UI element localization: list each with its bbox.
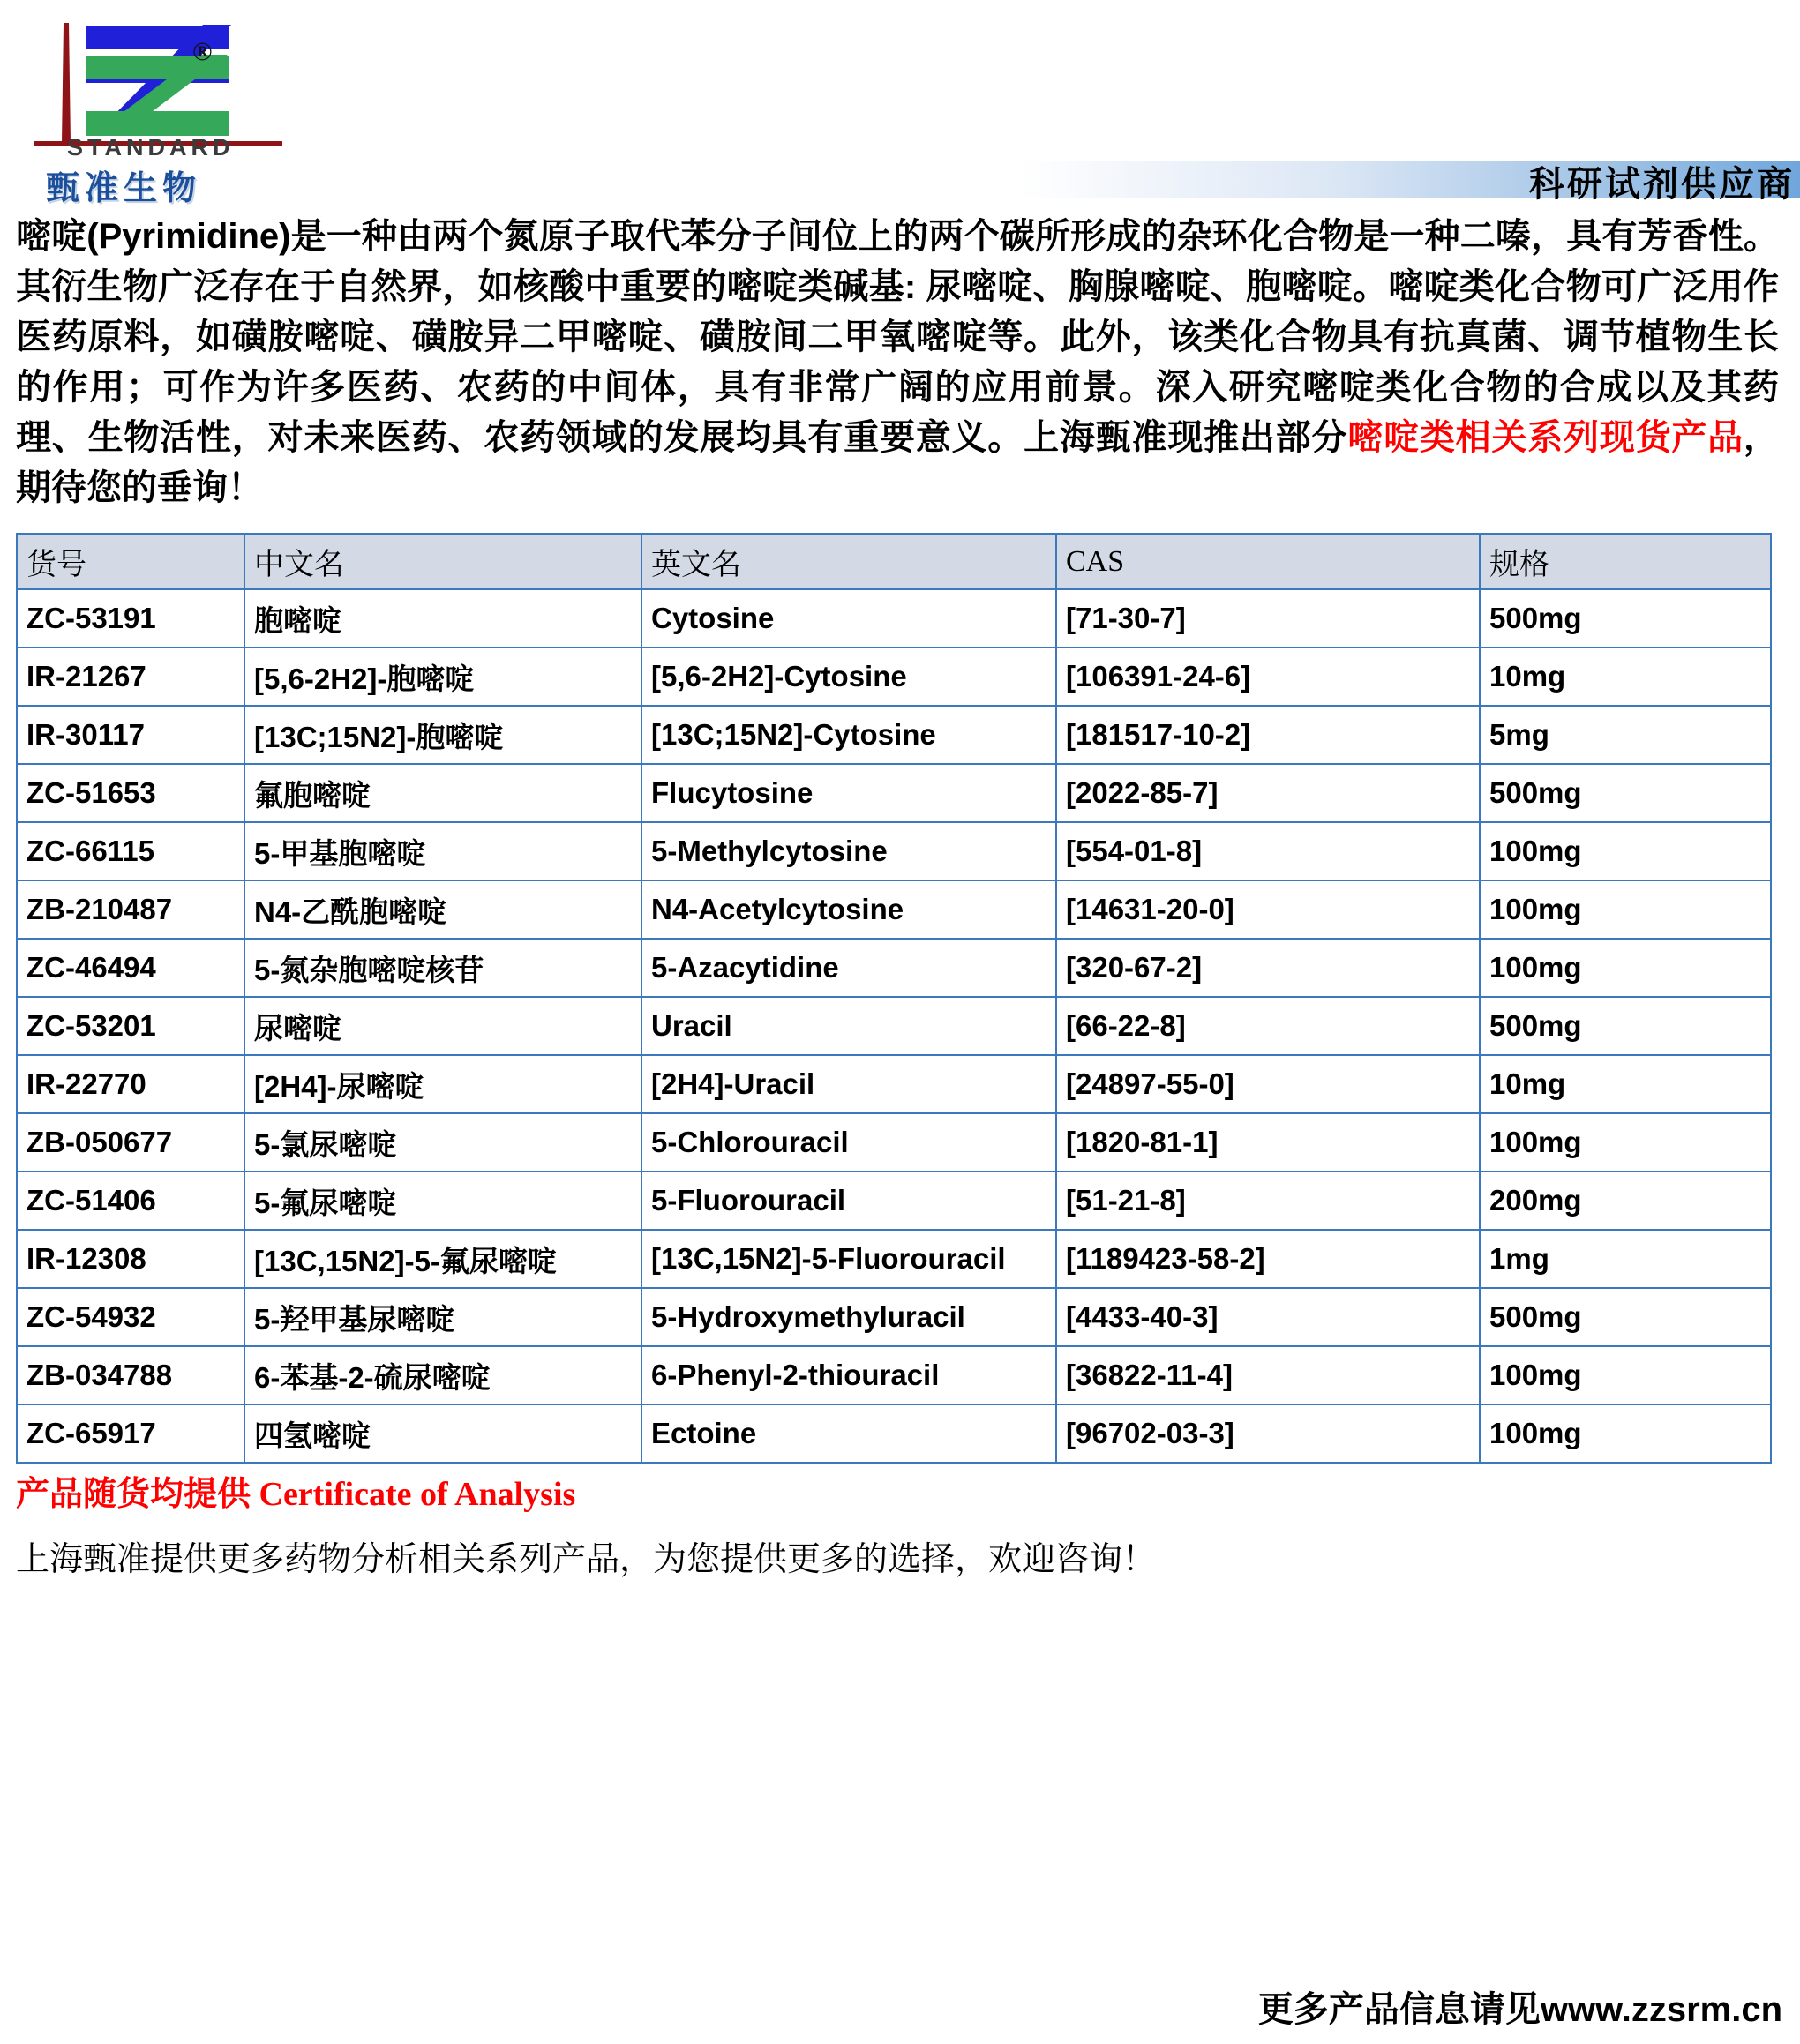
table-row: [17, 997, 1771, 1055]
cell-sku: ZC-53201: [17, 997, 244, 1055]
cell-spec: 200mg: [1480, 1172, 1771, 1230]
cell-sku: IR-22770: [17, 1055, 244, 1113]
cell-english-name: [13C;15N2]-Cytosine: [641, 706, 1056, 764]
cell-english-name: [13C,15N2]-5-Fluorouracil: [641, 1230, 1056, 1288]
table-row: [17, 764, 1771, 822]
cell-sku: ZC-65917: [17, 1404, 244, 1463]
table-row: [17, 939, 1771, 997]
cell-english-name: 6-Phenyl-2-thiouracil: [641, 1346, 1056, 1404]
cell-cas: [106391-24-6]: [1056, 648, 1480, 706]
cell-cas: [24897-55-0]: [1056, 1055, 1480, 1113]
cell-english-name: [2H4]-Uracil: [641, 1055, 1056, 1113]
table-row: [17, 1055, 1771, 1113]
cell-chinese-name: [2H4]-尿嘧啶: [244, 1055, 641, 1113]
cell-chinese-name: [13C;15N2]-胞嘧啶: [244, 706, 641, 764]
cell-chinese-name: 5-甲基胞嘧啶: [244, 822, 641, 880]
products-table-wrapper: [16, 533, 1784, 1464]
cell-chinese-name: 5-氯尿嘧啶: [244, 1113, 641, 1172]
cell-chinese-name: 5-羟甲基尿嘧啶: [244, 1288, 641, 1346]
intro-paragraph: [16, 212, 1779, 513]
cell-cas: [66-22-8]: [1056, 997, 1480, 1055]
cell-chinese-name: 尿嘧啶: [244, 997, 641, 1055]
cell-cas: [554-01-8]: [1056, 822, 1480, 880]
cell-sku: IR-21267: [17, 648, 244, 706]
intro-text-main: 嘧啶(Pyrimidine)是一种由两个氮原子取代苯分子间位上的两个碳所形成的杂环化合物是一种二嗪，具有芳香性。其衍生物广泛存在于自然界，如核酸中重要的嘧啶类碱基: 尿嘧啶、胸腺嘧啶、胞嘧啶。嘧啶类化合物可广泛用作医药原料，如磺胺嘧啶、磺胺异二甲嘧啶、磺胺间二甲氧嘧啶等。此外，该类化合物具有抗真菌、调节植物生长的作用；可作为许多医药、农药的中间体，具有非常广阔的应用前景。深入研究嘧啶类化合物的合成以及其药理、生物活性，对未来医药、农药领域的发展均具有重要意义。: [16, 217, 1779, 457]
cell-chinese-name: N4-乙酰胞嘧啶: [244, 880, 641, 939]
table-row: [17, 589, 1771, 648]
header-banner-text: 科研试剂供应商: [1529, 165, 1795, 204]
cell-english-name: 5-Methylcytosine: [641, 822, 1056, 880]
cell-cas: [181517-10-2]: [1056, 706, 1480, 764]
cell-sku: IR-12308: [17, 1230, 244, 1288]
intro-text-tail: ，期待您的垂询！: [16, 418, 1780, 507]
cell-english-name: 5-Chlorouracil: [641, 1113, 1056, 1172]
cell-english-name: 5-Azacytidine: [641, 939, 1056, 997]
cell-cas: [71-30-7]: [1056, 589, 1480, 648]
cell-chinese-name: [5,6-2H2]-胞嘧啶: [244, 648, 641, 706]
table-row: [17, 1113, 1771, 1172]
page-header: [0, 0, 1800, 207]
cell-spec: 500mg: [1480, 1288, 1771, 1346]
logo-latin-name: STANDARD: [67, 134, 235, 161]
products-table-head: [17, 534, 1771, 589]
cell-cas: [320-67-2]: [1056, 939, 1480, 997]
cell-english-name: Flucytosine: [641, 764, 1056, 822]
cell-chinese-name: 6-苯基-2-硫尿嘧啶: [244, 1346, 641, 1404]
cell-cas: [36822-11-4]: [1056, 1346, 1480, 1404]
cell-english-name: Ectoine: [641, 1404, 1056, 1463]
cell-chinese-name: 5-氟尿嘧啶: [244, 1172, 641, 1230]
cell-sku: ZC-46494: [17, 939, 244, 997]
table-row: [17, 1404, 1771, 1463]
cell-spec: 100mg: [1480, 939, 1771, 997]
products-table-body: [17, 589, 1771, 1463]
cell-chinese-name: 胞嘧啶: [244, 589, 641, 648]
table-row: [17, 1230, 1771, 1288]
cell-english-name: 5-Hydroxymethyluracil: [641, 1288, 1056, 1346]
cell-spec: 500mg: [1480, 589, 1771, 648]
cell-cas: [51-21-8]: [1056, 1172, 1480, 1230]
header-banner: [1019, 161, 1800, 204]
cell-english-name: Uracil: [641, 997, 1056, 1055]
cell-chinese-name: 四氢嘧啶: [244, 1404, 641, 1463]
cell-chinese-name: 氟胞嘧啶: [244, 764, 641, 822]
cell-english-name: 5-Fluorouracil: [641, 1172, 1056, 1230]
cell-spec: 10mg: [1480, 1055, 1771, 1113]
cell-spec: 100mg: [1480, 880, 1771, 939]
cell-spec: 500mg: [1480, 997, 1771, 1055]
cell-english-name: Cytosine: [641, 589, 1056, 648]
column-header-spec: 规格: [1480, 534, 1771, 589]
table-row: [17, 1346, 1771, 1404]
table-header-row: [17, 534, 1771, 589]
column-header-chinese-name: 中文名: [244, 534, 641, 589]
table-row: [17, 822, 1771, 880]
cell-cas: [14631-20-0]: [1056, 880, 1480, 939]
table-row: [17, 1172, 1771, 1230]
logo-chinese-name: 甄准生物: [46, 170, 202, 207]
cell-sku: IR-30117: [17, 706, 244, 764]
cell-cas: [1820-81-1]: [1056, 1113, 1480, 1172]
column-header-sku: 货号: [17, 534, 244, 589]
registered-trademark-icon: ®: [192, 37, 213, 66]
intro-text-highlight: 嘧啶类相关系列现货产品: [1347, 418, 1744, 457]
cell-spec: 5mg: [1480, 706, 1771, 764]
column-header-cas: CAS: [1056, 534, 1480, 589]
cell-sku: ZB-034788: [17, 1346, 244, 1404]
cell-spec: 100mg: [1480, 1113, 1771, 1172]
cell-sku: ZB-210487: [17, 880, 244, 939]
cell-sku: ZC-51406: [17, 1172, 244, 1230]
cell-cas: [1189423-58-2]: [1056, 1230, 1480, 1288]
table-row: [17, 648, 1771, 706]
column-header-english-name: 英文名: [641, 534, 1056, 589]
intro-text-lead: 上海甄准现推出部分: [1024, 418, 1348, 457]
cell-chinese-name: 5-氮杂胞嘧啶核苷: [244, 939, 641, 997]
coa-note: 产品随货均提供 Certificate of Analysis: [16, 1476, 576, 1513]
cell-sku: ZC-51653: [17, 764, 244, 822]
cell-spec: 10mg: [1480, 648, 1771, 706]
cell-spec: 500mg: [1480, 764, 1771, 822]
cell-cas: [4433-40-3]: [1056, 1288, 1480, 1346]
cell-sku: ZB-050677: [17, 1113, 244, 1172]
company-logo: [26, 19, 309, 207]
cell-english-name: N4-Acetylcytosine: [641, 880, 1056, 939]
cell-cas: [2022-85-7]: [1056, 764, 1480, 822]
cell-sku: ZC-53191: [17, 589, 244, 648]
logo-z-mark-icon: [26, 19, 282, 150]
website-note: 更多产品信息请见www.zzsrm.cn: [1257, 1990, 1782, 2029]
table-row: [17, 1288, 1771, 1346]
cell-sku: ZC-54932: [17, 1288, 244, 1346]
cell-cas: [96702-03-3]: [1056, 1404, 1480, 1463]
table-row: [17, 706, 1771, 764]
cell-english-name: [5,6-2H2]-Cytosine: [641, 648, 1056, 706]
cell-spec: 100mg: [1489, 1417, 1582, 1449]
table-row: [17, 880, 1771, 939]
cell-spec: 100mg: [1480, 1346, 1771, 1404]
cell-sku: ZC-66115: [17, 822, 244, 880]
cell-chinese-name: [13C,15N2]-5-氟尿嘧啶: [244, 1230, 641, 1288]
cell-spec: 1mg: [1480, 1230, 1771, 1288]
more-products-note: 上海甄准提供更多药物分析相关系列产品，为您提供更多的选择，欢迎咨询！: [16, 1540, 1157, 1578]
cell-spec: 100mg: [1480, 822, 1771, 880]
products-table: [16, 533, 1772, 1464]
